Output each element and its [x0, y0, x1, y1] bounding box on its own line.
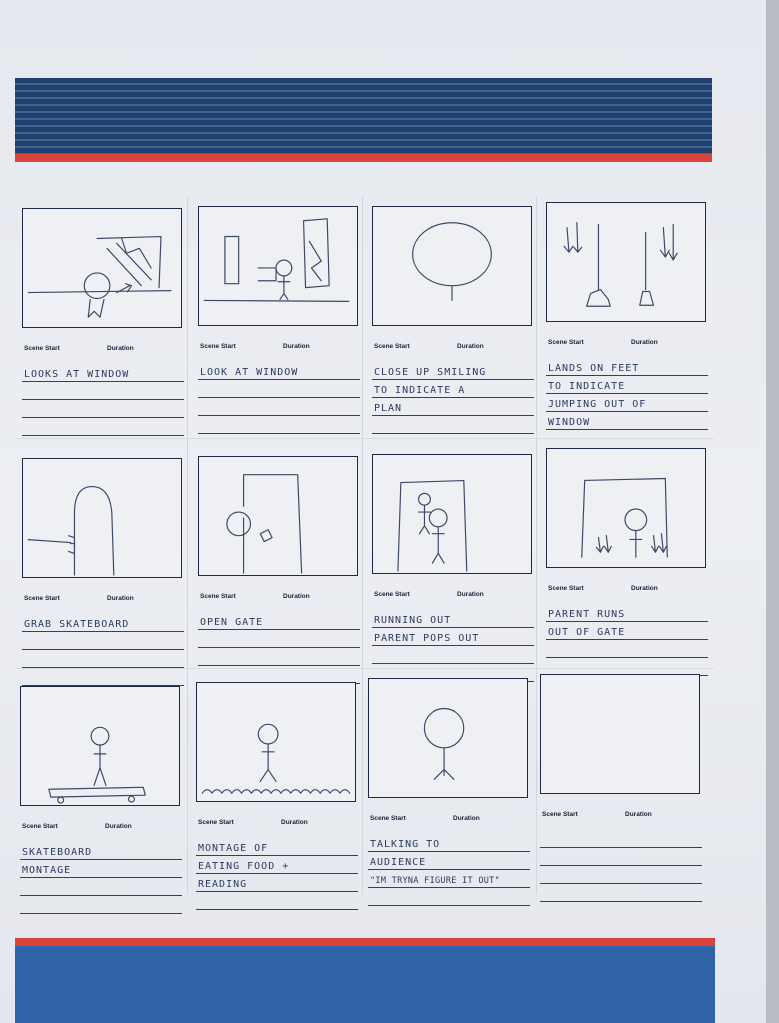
- sketch-frame: [372, 454, 532, 574]
- duration-label: Duration: [107, 595, 134, 602]
- sketch-frame: [22, 458, 182, 578]
- sketch-skateboarding: [21, 687, 179, 805]
- description-line: SKATEBOARD: [20, 842, 182, 860]
- description-line: WINDOW: [546, 412, 708, 430]
- duration-label: Duration: [453, 815, 480, 822]
- panel-description: [198, 612, 360, 684]
- scene-start-label: Scene Start: [198, 819, 234, 826]
- scene-start-label: Scene Start: [374, 591, 410, 598]
- sketch-close-up-face: [373, 207, 531, 325]
- duration-label: Duration: [281, 819, 308, 826]
- description-line: MONTAGE: [20, 860, 182, 878]
- description-line: [198, 648, 360, 666]
- header-band: [15, 78, 712, 162]
- duration-label: Duration: [631, 585, 658, 592]
- duration-label: Duration: [457, 591, 484, 598]
- description-line: TO INDICATE A: [372, 380, 534, 398]
- sketch-montage: [197, 683, 355, 801]
- description-line: LANDS ON FEET: [546, 358, 708, 376]
- description-line: [540, 884, 702, 902]
- panel-description: [540, 830, 702, 902]
- scene-start-label: Scene Start: [24, 345, 60, 352]
- panel-description: [20, 842, 182, 914]
- sketch-frame: [20, 686, 180, 806]
- duration-label: Duration: [631, 339, 658, 346]
- description-line: AUDIENCE: [368, 852, 530, 870]
- scene-start-label: Scene Start: [370, 815, 406, 822]
- panel-description: [546, 604, 708, 676]
- duration-label: Duration: [283, 343, 310, 350]
- sketch-frame: [198, 456, 358, 576]
- description-line: [546, 640, 708, 658]
- description-line: [22, 400, 184, 418]
- sketch-frame: [196, 682, 356, 802]
- description-line: OPEN GATE: [198, 612, 360, 630]
- description-line: LOOKS AT WINDOW: [22, 364, 184, 382]
- description-line: [20, 896, 182, 914]
- sketch-talking-to-audience: [369, 679, 527, 797]
- description-line: JUMPING OUT OF: [546, 394, 708, 412]
- header-red-stripe: [15, 154, 712, 162]
- duration-label: Duration: [105, 823, 132, 830]
- sketch-looking-at-window-wide: [199, 207, 357, 325]
- description-line: [540, 848, 702, 866]
- sketch-grab-skateboard: [23, 459, 181, 577]
- scene-start-label: Scene Start: [548, 339, 584, 346]
- description-line: TO INDICATE: [546, 376, 708, 394]
- description-line: [540, 830, 702, 848]
- sketch-landing-feet: [547, 203, 705, 321]
- panel-description: [196, 838, 358, 910]
- panel-description: [372, 362, 534, 434]
- description-line: LOOK AT WINDOW: [198, 362, 360, 380]
- sketch-parent-runs-out: [547, 449, 705, 567]
- footer-red-stripe: [15, 938, 715, 946]
- description-line: CLOSE UP SMILING: [372, 362, 534, 380]
- grid-divider: [362, 196, 363, 894]
- sketch-frame: [22, 208, 182, 328]
- duration-label: Duration: [457, 343, 484, 350]
- duration-label: Duration: [107, 345, 134, 352]
- scene-start-label: Scene Start: [548, 585, 584, 592]
- scene-start-label: Scene Start: [24, 595, 60, 602]
- panel-description: [368, 834, 530, 906]
- description-line: [198, 416, 360, 434]
- description-line: [368, 888, 530, 906]
- description-line: GRAB SKATEBOARD: [22, 614, 184, 632]
- description-line: PARENT POPS OUT: [372, 628, 534, 646]
- grid-divider: [187, 196, 188, 894]
- sketch-frame: [198, 206, 358, 326]
- footer-band: [15, 938, 715, 1023]
- description-line: PARENT RUNS: [546, 604, 708, 622]
- panel-description: [546, 358, 708, 430]
- description-line: READING: [196, 874, 358, 892]
- sketch-frame: [546, 448, 706, 568]
- scene-start-label: Scene Start: [200, 343, 236, 350]
- duration-label: Duration: [283, 593, 310, 600]
- description-line: [22, 632, 184, 650]
- panel-description: [22, 364, 184, 436]
- description-line: [540, 866, 702, 884]
- description-line: [372, 646, 534, 664]
- description-line: "IM TRYNA FIGURE IT OUT": [368, 870, 530, 888]
- description-line: [22, 650, 184, 668]
- description-line: [198, 630, 360, 648]
- description-line: [196, 892, 358, 910]
- description-line: OUT OF GATE: [546, 622, 708, 640]
- scene-start-label: Scene Start: [374, 343, 410, 350]
- panel-description: [372, 610, 534, 682]
- duration-label: Duration: [625, 811, 652, 818]
- scene-start-label: Scene Start: [22, 823, 58, 830]
- sketch-frame: [546, 202, 706, 322]
- grid-divider: [16, 438, 714, 439]
- panel-description: [22, 614, 184, 686]
- description-line: [22, 382, 184, 400]
- description-line: TALKING TO: [368, 834, 530, 852]
- description-line: RUNNING OUT: [372, 610, 534, 628]
- description-line: [198, 398, 360, 416]
- description-line: [372, 416, 534, 434]
- sketch-looking-at-window: [23, 209, 181, 327]
- description-line: [22, 668, 184, 686]
- panel-description: [198, 362, 360, 434]
- description-line: [20, 878, 182, 896]
- scene-start-label: Scene Start: [200, 593, 236, 600]
- description-line: PLAN: [372, 398, 534, 416]
- grid-divider: [536, 196, 537, 894]
- scene-start-label: Scene Start: [542, 811, 578, 818]
- sketch-frame: [372, 206, 532, 326]
- background-edge: [766, 0, 779, 1023]
- description-line: [22, 418, 184, 436]
- description-line: MONTAGE OF: [196, 838, 358, 856]
- description-line: EATING FOOD +: [196, 856, 358, 874]
- description-line: [198, 380, 360, 398]
- sketch-open-gate: [199, 457, 357, 575]
- sketch-frame: [368, 678, 528, 798]
- storyboard-grid: [16, 196, 714, 894]
- sketch-frame-empty: [540, 674, 700, 794]
- sketch-running-out: [373, 455, 531, 573]
